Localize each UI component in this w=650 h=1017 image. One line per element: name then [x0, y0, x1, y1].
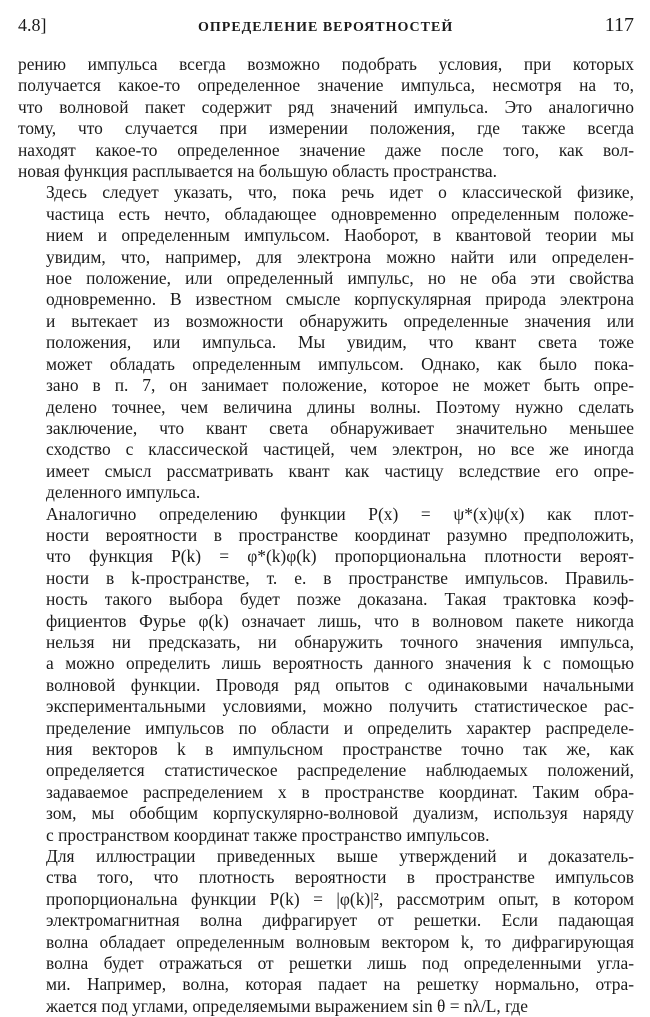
text-line: ности вероятности в пространстве координат разумно предположить,	[46, 524, 634, 545]
section-number: 4.8]	[18, 15, 47, 35]
text-line: частица есть нечто, обладающее одновременно определенным положе-	[46, 203, 634, 224]
text-line: имеет смысл рассматривать квант как частицу вследствие его опре-	[46, 460, 634, 481]
text-line: пропорциональна функции P(k) = |φ(k)|², рассмотрим опыт, в котором	[46, 888, 634, 909]
page-number: 117	[604, 14, 634, 36]
text-line: ния векторов k в импульсном пространстве точно так же, как	[46, 739, 634, 759]
text-line: новая функция расплывается на большую область пространства.	[18, 161, 497, 182]
text-line: волна обладает определенным волновым вектором k, то дифрагирующая	[46, 931, 634, 952]
text-line: электромагнитная волна дифрагирует от решетки. Если падающая	[46, 910, 634, 931]
paragraph	[18, 182, 634, 503]
text-line: положения, или импульса. Мы увидим, что квант света тоже	[46, 332, 634, 353]
text-line: пределение импульсов по области и определить характер распределе-	[46, 717, 634, 738]
text-line: волна будет отражаться от решетки лишь под определенными угла-	[46, 953, 634, 974]
text-line: заключение, что квант света обнаруживает значительно меньшее	[46, 417, 634, 438]
text-line: тому, что случается при измерении положения, где также всегда	[18, 118, 634, 139]
text-line: получается какое-то определенное значение импульса, несмотря на то,	[18, 75, 634, 96]
running-header	[18, 14, 634, 54]
text-line: жается под углами, определяемыми выражением sin θ = nλ/L, где	[46, 995, 528, 1016]
text-line: экспериментальными условиями, можно получить статистическое рас-	[46, 696, 634, 717]
text-line: определяется статистическое распределение наблюдаемых положений,	[46, 760, 634, 781]
text-line: и вытекает из возможности обнаружить определенные значения или	[46, 310, 634, 331]
text-line: может обладать определенным импульсом. Однако, как было пока-	[46, 353, 634, 374]
paragraph	[18, 54, 634, 182]
text-line: волновой функции. Проводя ряд опытов с одинаковыми начальными	[46, 674, 634, 695]
text-line: нельзя ни предсказать, ни обнаружить точного значения импульса,	[46, 631, 634, 652]
text-line: фициентов Фурье φ(k) означает лишь, что в волновом пакете никогда	[46, 610, 634, 631]
text-line: Аналогично определению функции P(x) = ψ*(x)ψ(x) как плот-	[46, 503, 634, 524]
text-line: ми. Например, волна, которая падает на решетку нормально, отра-	[46, 974, 634, 995]
paragraph	[18, 846, 634, 1017]
text-line: Здесь следует указать, что, пока речь идет о классической физике,	[46, 182, 634, 203]
text-line: ства того, что плотность вероятности в пространстве импульсов	[46, 867, 634, 888]
text-line: Для иллюстрации приведенных выше утверждений и доказатель-	[46, 846, 634, 867]
text-line: деленного импульса.	[46, 482, 201, 503]
running-title: ОПРЕДЕЛЕНИЕ ВЕРОЯТНОСТЕЙ	[197, 20, 454, 35]
text-line: зано в п. 7, он занимает положение, которое не может быть опре-	[46, 375, 634, 396]
text-line: а можно определить лишь вероятность данного значения k с помощью	[46, 653, 634, 674]
text-line: ности в k-пространстве, т. е. в пространстве импульсов. Правиль-	[46, 567, 634, 588]
text-line: задаваемое распределением x в пространстве координат. Таким обра-	[46, 781, 634, 802]
text-line: с пространством координат также пространство импульсов.	[46, 824, 490, 845]
text-line: сходство с классической частицей, чем электрон, но все же иногда	[46, 439, 634, 460]
text-line: делено точнее, чем величина длины волны. Поэтому нужно сделать	[46, 396, 634, 417]
text-line: ное положение, или определенный импульс, но не оба эти свойства	[46, 268, 634, 289]
text-line: что волновой пакет содержит ряд значений импульса. Это аналогично	[18, 96, 634, 117]
text-line: находят какое-то определенное значение даже после того, как вол-	[18, 139, 634, 160]
text-line: ность такого выбора будет позже доказана. Такая трактовка коэф-	[46, 589, 634, 610]
text-line: увидим, что, например, для электрона можно найти или определен-	[46, 246, 634, 267]
text-line: зом, мы обобщим корпускулярно-волновой дуализм, используя наряду	[46, 803, 634, 824]
text-line: рению импульса всегда возможно подобрать условия, при которых	[18, 54, 634, 74]
text-line: одновременно. В известном смысле корпускулярная природа электрона	[46, 289, 634, 310]
page-body	[18, 54, 634, 1017]
text-line: нием и определенным импульсом. Наоборот, в квантовой теории мы	[46, 225, 634, 246]
text-line: что функция P(k) = φ*(k)φ(k) пропорциональна плотности вероят-	[46, 546, 634, 567]
paragraph	[18, 504, 634, 847]
